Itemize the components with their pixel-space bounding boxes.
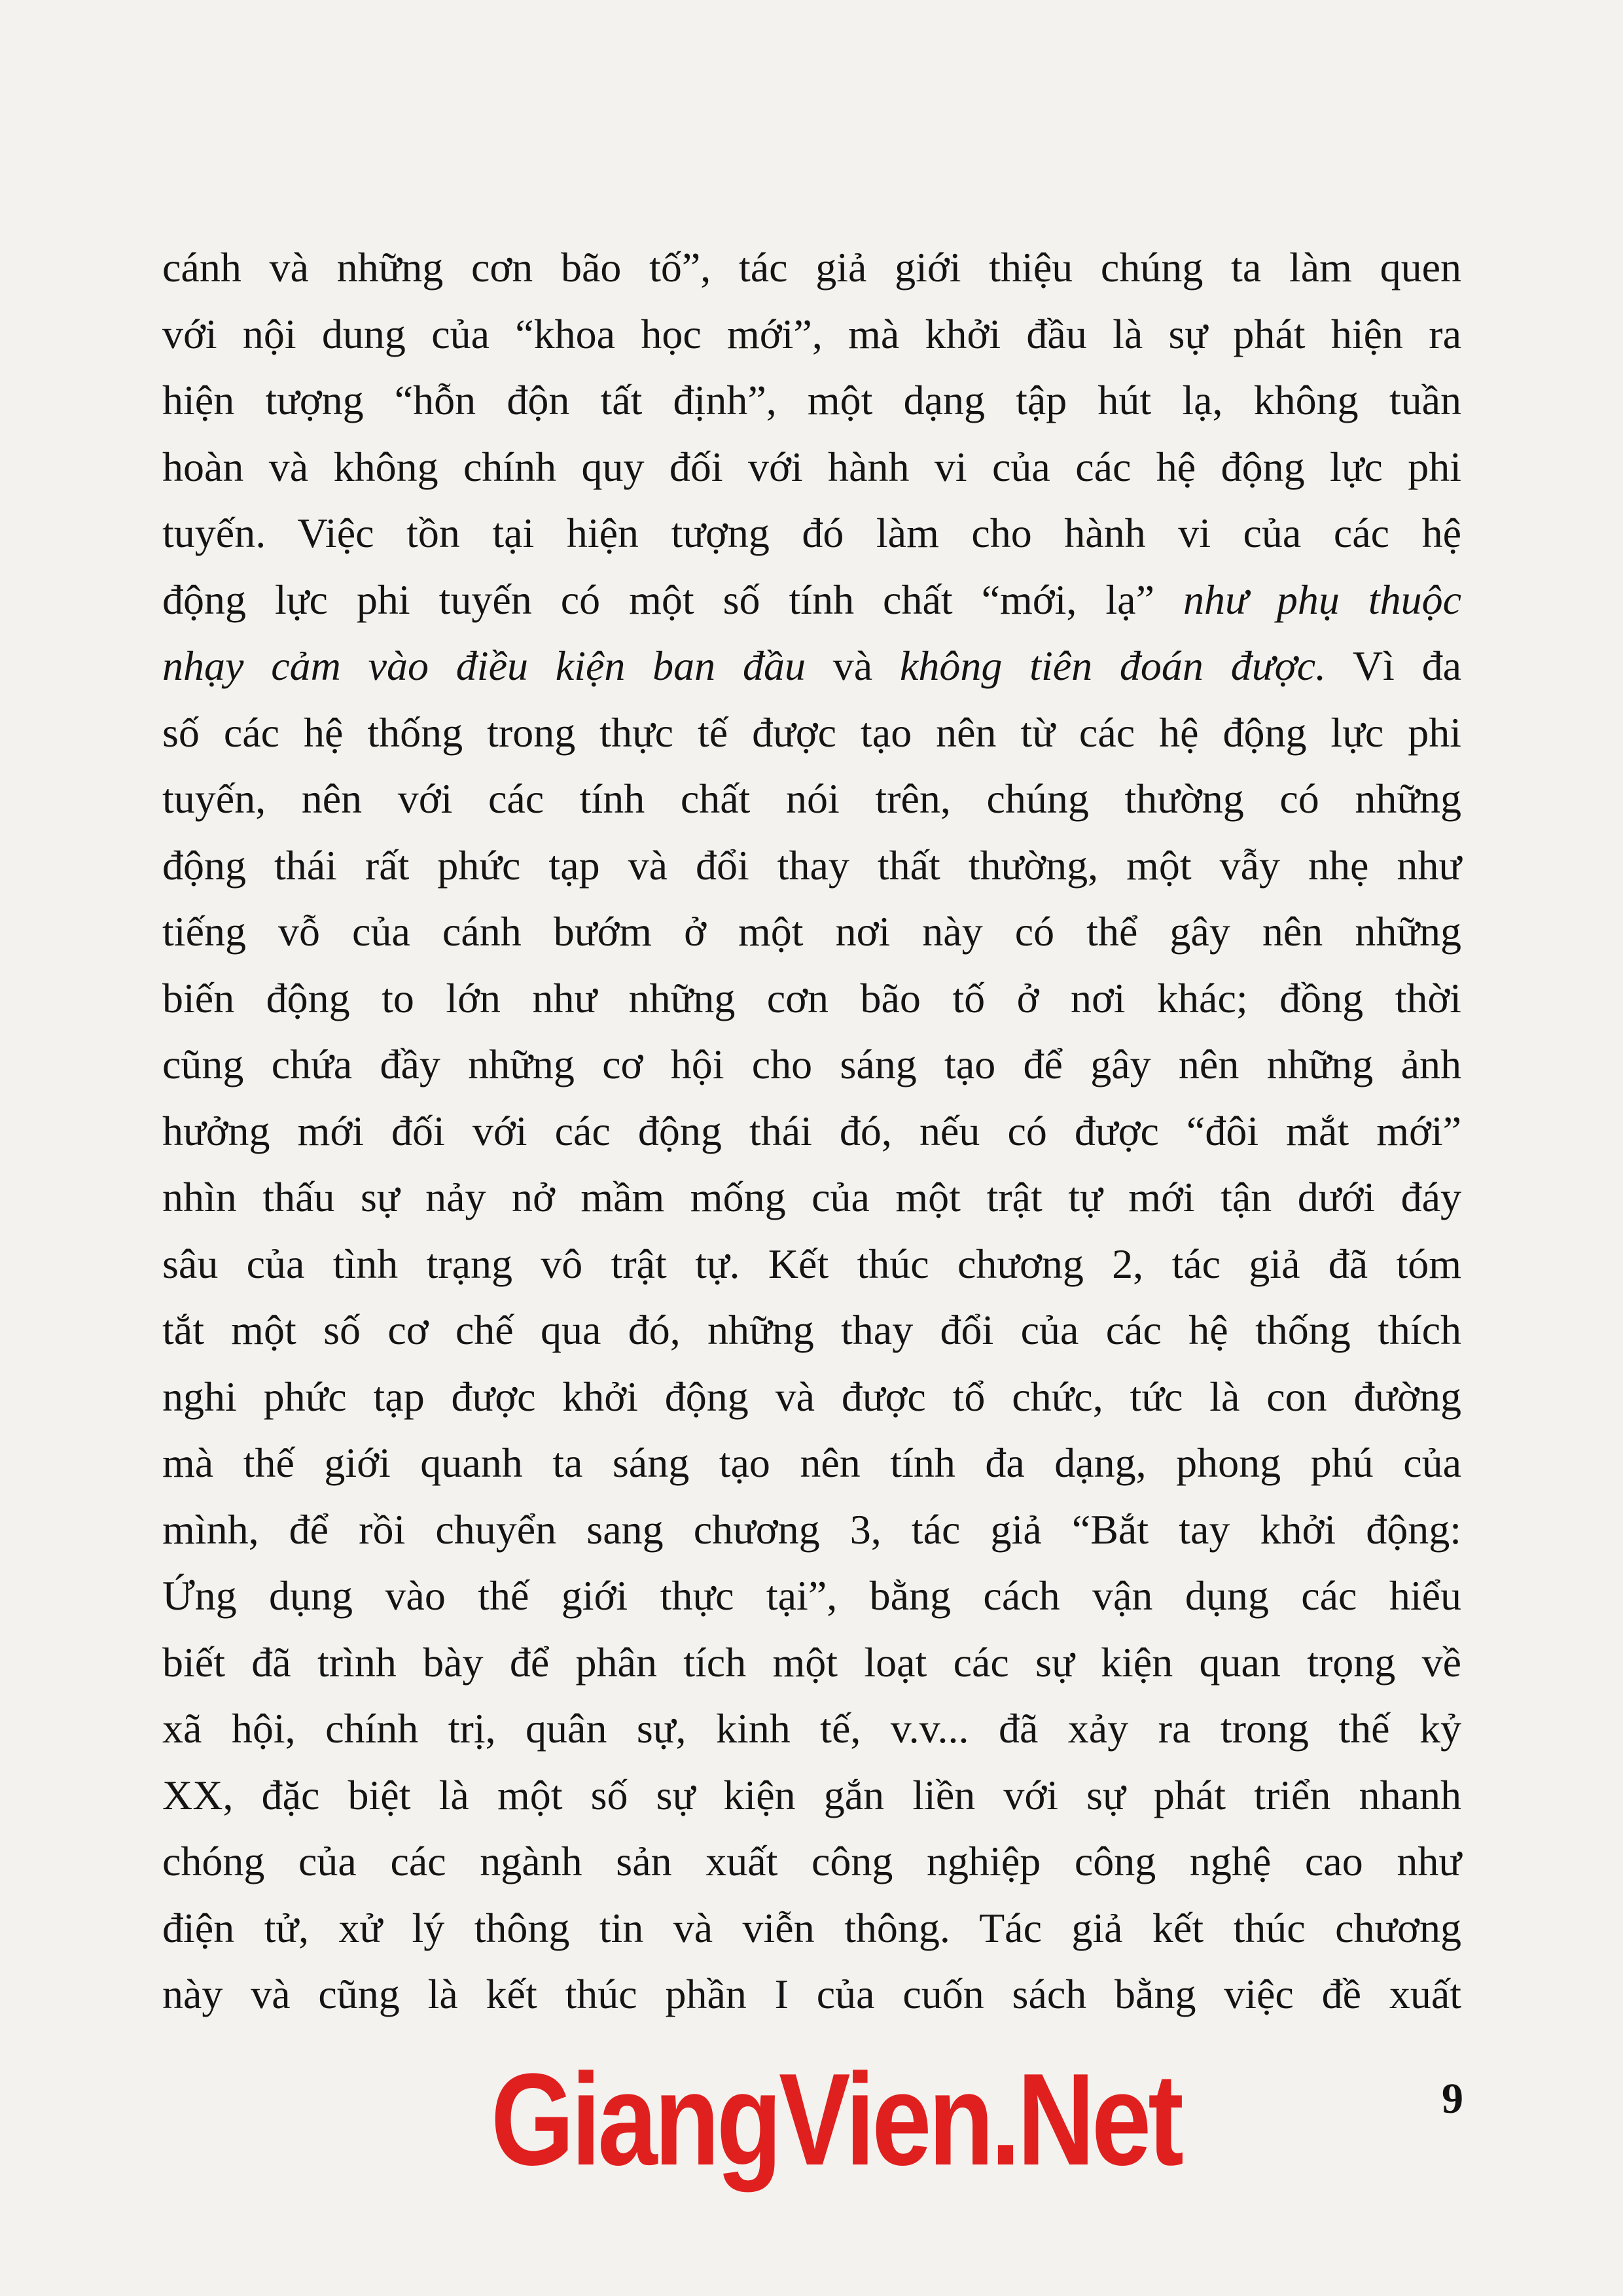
text-segment: hoàn và không chính quy đối với hành vi của các hệ động lực phi (162, 443, 1461, 490)
text-segment: mà thế giới quanh ta sáng tạo nên tính đa dạng, phong phú của (162, 1439, 1461, 1486)
text-segment: tắt một số cơ chế qua đó, những thay đổi của các hệ thống thích (162, 1307, 1461, 1353)
text-segment: biến động to lớn như những cơn bão tố ở nơi khác; đồng thời (162, 974, 1461, 1021)
text-line (162, 234, 1461, 301)
text-line (162, 1895, 1461, 1962)
text-line (162, 1629, 1461, 1696)
text-line (162, 1164, 1461, 1231)
text-line (162, 1231, 1461, 1298)
text-segment: số các hệ thống trong thực tế được tạo nên từ các hệ động lực phi (162, 709, 1461, 756)
text-line (162, 832, 1461, 899)
text-line (162, 567, 1461, 633)
watermark-logo: GiangVien.Net (491, 2047, 1181, 2193)
text-segment: sâu của tình trạng vô trật tự. Kết thúc chương 2, tác giả đã tóm (162, 1240, 1461, 1287)
text-line (162, 1430, 1461, 1496)
text-line (162, 1297, 1461, 1364)
text-line (162, 1828, 1461, 1895)
text-line (162, 965, 1461, 1032)
text-segment: điện tử, xử lý thông tin và viễn thông. Tác giả kết thúc chương (162, 1904, 1461, 1951)
text-segment: hiện tượng “hỗn độn tất định”, một dạng tập hút lạ, không tuần (162, 377, 1461, 423)
text-line (162, 1364, 1461, 1430)
text-segment: này và cũng là kết thúc phần I của cuốn sách bằng việc đề xuất (162, 1971, 1461, 2017)
text-line (162, 434, 1461, 501)
text-segment: Vì đa (1326, 643, 1462, 689)
text-line (162, 633, 1461, 699)
text-line (162, 699, 1461, 766)
text-segment: biết đã trình bày để phân tích một loạt các sự kiện quan trọng về (162, 1638, 1461, 1686)
text-segment: XX, đặc biệt là một số sự kiện gắn liền với sự phát triển nhanh (162, 1771, 1461, 1818)
text-line (162, 500, 1461, 567)
italic-text-segment: như phụ thuộc (1183, 576, 1462, 623)
text-segment: chóng của các ngành sản xuất công nghiệp công nghệ cao như (162, 1838, 1461, 1884)
text-line (162, 1961, 1461, 2028)
text-line (162, 1695, 1461, 1762)
text-segment: Ứng dụng vào thế giới thực tại”, bằng cách vận dụng các hiểu (162, 1572, 1461, 1619)
text-segment: nhìn thấu sự nảy nở mầm mống của một trật tự mới tận dưới đáy (162, 1174, 1461, 1220)
text-segment: động lực phi tuyến có một số tính chất “mới, lạ” (162, 576, 1183, 623)
text-line (162, 898, 1461, 965)
italic-text-segment: nhạy cảm vào điều kiện ban đầu (162, 643, 806, 689)
text-line (162, 367, 1461, 434)
text-segment: và (805, 643, 900, 689)
text-line (162, 1496, 1461, 1563)
text-segment: tuyến, nên với các tính chất nói trên, chúng thường có những (162, 775, 1461, 822)
text-line (162, 766, 1461, 832)
body-text (162, 234, 1461, 2028)
text-segment: xã hội, chính trị, quân sự, kinh tế, v.v... đã xảy ra trong thế kỷ (162, 1705, 1461, 1752)
text-line (162, 1762, 1461, 1829)
text-segment: với nội dung của “khoa học mới”, mà khởi đầu là sự phát hiện ra (162, 310, 1461, 357)
page-number: 9 (1442, 2075, 1463, 2123)
text-line (162, 1098, 1461, 1165)
text-line (162, 1031, 1461, 1098)
italic-text-segment: không tiên đoán được. (899, 643, 1327, 689)
text-line (162, 1563, 1461, 1629)
text-segment: cánh và những cơn bão tố”, tác giả giới thiệu chúng ta làm quen (162, 244, 1461, 291)
text-segment: tiếng vỗ của cánh bướm ở một nơi này có thể gây nên những (162, 908, 1461, 955)
text-segment: tuyến. Việc tồn tại hiện tượng đó làm cho hành vi của các hệ (162, 510, 1461, 556)
text-segment: cũng chứa đầy những cơ hội cho sáng tạo để gây nên những ảnh (162, 1041, 1461, 1087)
text-segment: mình, để rồi chuyển sang chương 3, tác giả “Bắt tay khởi động: (162, 1506, 1461, 1553)
text-segment: động thái rất phức tạp và đổi thay thất thường, một vẫy nhẹ như (162, 841, 1461, 889)
text-line (162, 301, 1461, 368)
text-segment: hưởng mới đối với các động thái đó, nếu có được “đôi mắt mới” (162, 1107, 1461, 1154)
text-segment: nghi phức tạp được khởi động và được tổ chức, tức là con đường (162, 1373, 1461, 1420)
